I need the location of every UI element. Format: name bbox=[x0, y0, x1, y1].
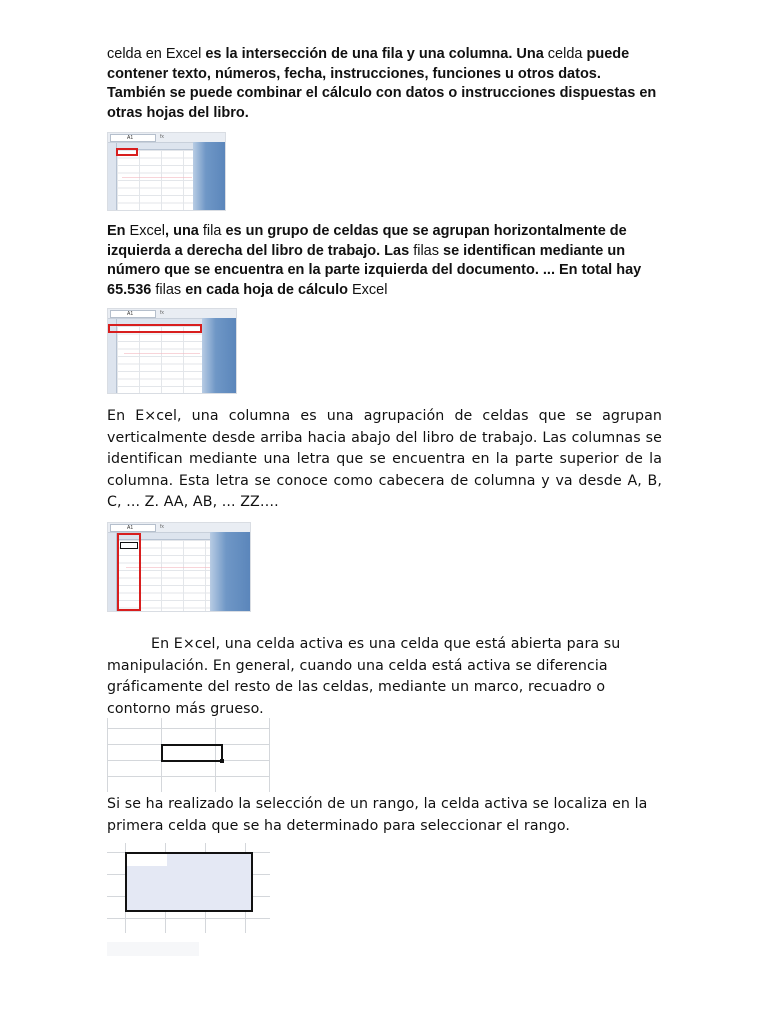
paragraph-row-definition: En Excel, una fila es un grupo de celdas que se agrupan horizontalmente de izquierda a derecha del libro de trabajo. Las filas se identifican mediante un número que se encuentra en la parte izquierda del documento. ... En total hay 65.536 filas en cada hoja de cálculo Excel bbox=[107, 223, 642, 298]
excel-cell-image: A1 fx bbox=[107, 132, 226, 211]
fill-handle bbox=[220, 759, 224, 763]
faded-watermark bbox=[107, 942, 199, 956]
active-cell-image bbox=[107, 718, 270, 792]
active-cell-frame bbox=[161, 744, 223, 762]
paragraph-cell-definition: celda en Excel es la intersección de una fila y una columna. Una celda puede contener texto, números, fecha, instrucciones, funciones u otros datos. También se puede combinar el cálculo con datos o instrucciones dispuestas en otras hojas del libro. bbox=[107, 46, 657, 121]
excel-column-image: A1 fx bbox=[107, 522, 251, 612]
active-cell-in-range bbox=[127, 854, 167, 866]
range-selection-image bbox=[107, 843, 270, 933]
excel-row-image: A1 fx bbox=[107, 308, 237, 394]
paragraph-active-cell: En E×cel, una celda activa es una celda que está abierta para su manipulación. En general, cuando una celda está activa se diferencia gráficamente del resto de las celdas, mediante un marco, recuadro o contorno más grueso. bbox=[107, 636, 621, 717]
paragraph-column-definition: En E×cel, una columna es una agrupación de celdas que se agrupan verticalmente desde arriba hacia abajo del libro de trabajo. Las columnas se identifican mediante una letra que se encuentra en la parte superior de la columna. Esta letra se conoce como cabecera de columna y va desde A, B, C, ... Z. AA, AB, ... ZZ…. bbox=[107, 408, 662, 510]
paragraph-range-selection: Si se ha realizado la selección de un rango, la celda activa se localiza en la primera celda que se ha determinado para seleccionar el rango. bbox=[107, 796, 648, 834]
